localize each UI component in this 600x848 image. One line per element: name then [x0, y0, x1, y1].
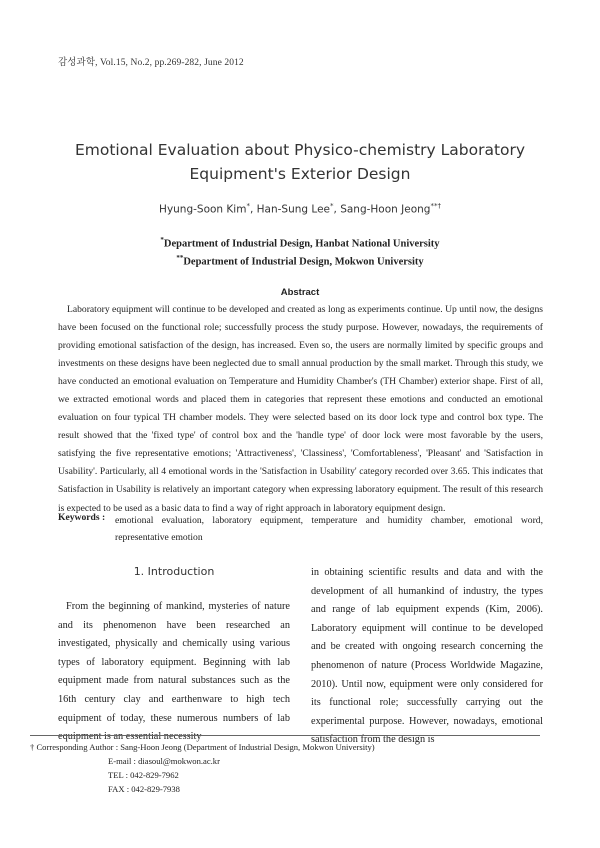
paper-title	[60, 138, 540, 186]
keywords-colon: :	[102, 512, 106, 523]
affiliation-1	[60, 236, 540, 250]
author-mark: *	[246, 202, 250, 210]
title-line-1: Emotional Evaluation about Physico-chemistry Laboratory	[74, 141, 526, 159]
footnote-divider	[30, 735, 540, 736]
introduction-left-column: From the beginning of mankind, mysteries of nature and its phenomenon have been researched an investigated, physically and chemically using various types of laboratory equipment. Beginning with lab equipment made from natural substances such as the 16th century clay and earthenware to high tech equipment of today, these numerous numbers of lab equipment is an essential necessity	[58, 601, 290, 743]
abstract-heading: Abstract	[280, 287, 320, 298]
title-line-2: Equipment's Exterior Design	[189, 165, 411, 183]
affiliation-text: Department of Industrial Design, Hanbat National University	[163, 238, 440, 250]
author-list	[60, 202, 540, 216]
author-mark: *	[330, 202, 334, 210]
section-heading-introduction: 1. Introduction	[133, 565, 215, 578]
footnote-email: E-mail : diasoul@mokwon.ac.kr	[108, 756, 220, 766]
author-separator: ,	[249, 203, 257, 216]
journal-citation: 감성과학, Vol.15, No.2, pp.269-282, June 2012	[58, 58, 244, 68]
keywords-label: Keywords	[58, 512, 100, 523]
affiliation-mark: *	[160, 236, 164, 244]
corresponding-author-note: † Corresponding Author : Sang-Hoon Jeong (Department of Industrial Design, Mokwon University)	[30, 742, 375, 752]
author-name: Sang-Hoon Jeong	[340, 203, 431, 216]
author-name: Hyung-Soon Kim	[159, 203, 247, 216]
author-separator: ,	[333, 203, 341, 216]
keywords-text: emotional evaluation, laboratory equipment, temperature and humidity chamber, emotional word, representative emotion	[115, 515, 543, 543]
affiliation-text: Department of Industrial Design, Mokwon University	[183, 256, 424, 268]
introduction-right-column: in obtaining scientific results and data and with the development of all humankind of industry, the types and range of lab equipment expends (Kim, 2006). Laboratory equipment will continue to be developed and be created with ongoing research concerning the phenomenon of nature (Process Worldwide Magazine, 2010). Until now, equipment were only considered for its functional role; successfully carrying out the experimental purpose. However, nowadays, emotional satisfaction from the design is	[311, 567, 543, 746]
abstract-body: Laboratory equipment will continue to be developed and created as long as experiments continue. Up until now, the designs have been focused on the functional role; successfully process the study purpose. However, nowadays, the requirements of providing emotional satisfaction of the design, has increased. Even so, the users are normally limited by specific groups and investments on these designs have been neglected due to small annual production by the small market. Through this study, we have conducted an emotional evaluation on Temperature and Humidity Chamber's (TH Chamber) exterior shape. First of all, we extracted emotional words and placed them in categories that represent these emotions and conducted an emotional evaluation on four typical TH chamber models. They were selected based on its door lock type and control box type. The result showed that the 'fixed type' of control box and the 'handle type' of door lock were most favorable by the users, satisfying the five representative emotions; 'Attractiveness', 'Classiness', 'Comfortableness', 'Pleasant' and 'Satisfaction in Usability'. Particularly, all 4 emotional words in the 'Satisfaction in Usability' category recorded over 3.65. This indicates that Satisfaction in Usability is relatively an important category when expressing laboratory equipment. The result of this research is expected to be used as a basic data to find a way of right approach in laboratory equipment design.	[58, 304, 543, 514]
footnote-fax: FAX : 042-829-7938	[108, 784, 180, 794]
affiliation-mark: **	[176, 254, 184, 262]
author-name: Han-Sung Lee	[256, 203, 330, 216]
affiliation-2	[60, 254, 540, 268]
footnote-tel: TEL : 042-829-7962	[108, 770, 179, 780]
author-mark: **†	[430, 202, 441, 210]
